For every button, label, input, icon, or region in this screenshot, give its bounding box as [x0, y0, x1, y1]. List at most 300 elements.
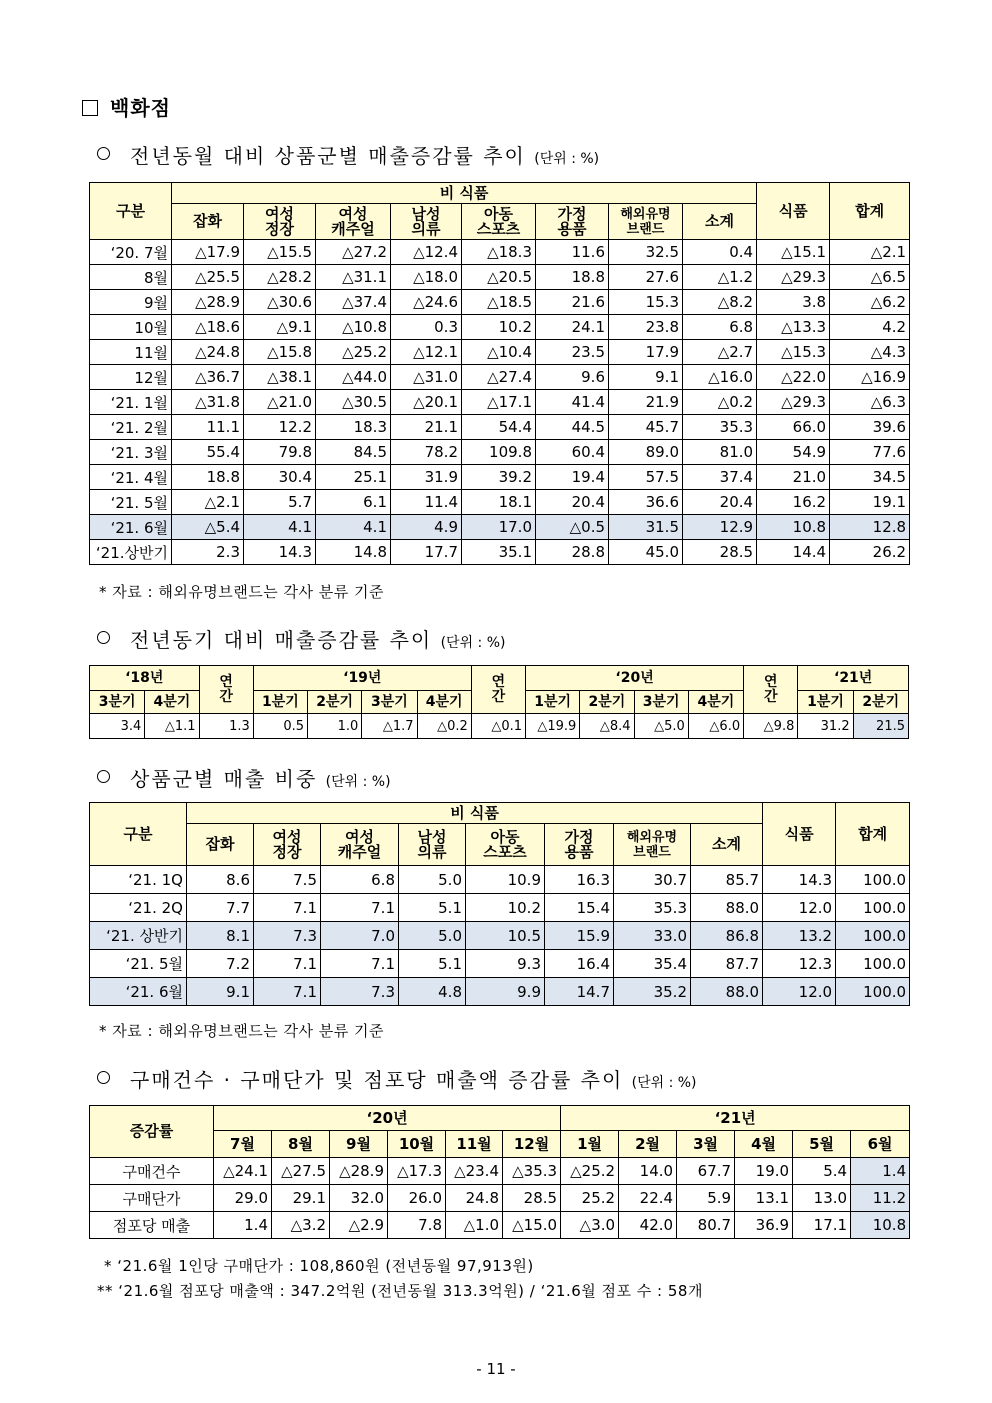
table-cell: 100.0 — [836, 866, 910, 894]
table-cell: △28.9 — [172, 290, 244, 315]
table-cell: 4.1 — [244, 515, 316, 540]
row-label: ‘21. 2월 — [90, 415, 172, 440]
table-cell: △18.6 — [172, 315, 244, 340]
table-cell: △28.9 — [330, 1158, 388, 1185]
table-cell: 4.8 — [399, 978, 466, 1006]
table-cell: 26.2 — [830, 540, 910, 565]
table-cell: 16.4 — [545, 950, 614, 978]
col-header: 구분 — [90, 803, 187, 866]
table-cell: △31.8 — [172, 390, 244, 415]
table-cell: 7.1 — [254, 950, 321, 978]
table-cell: △1.7 — [362, 714, 417, 739]
table-cell: 100.0 — [836, 978, 910, 1006]
table-cell: △15.8 — [244, 340, 316, 365]
header-row — [90, 1131, 910, 1158]
table-cell: 12.0 — [763, 978, 836, 1006]
month-header: 11월 — [446, 1131, 503, 1158]
quarter-header: 4분기 — [145, 691, 199, 714]
circle-bullet-icon — [97, 770, 110, 783]
row-label: 12월 — [90, 365, 172, 390]
table-cell: △17.3 — [388, 1158, 446, 1185]
table-cell: 79.8 — [244, 440, 316, 465]
table-cell: 11.2 — [851, 1185, 910, 1212]
table-cell: 100.0 — [836, 894, 910, 922]
table-cell: △38.1 — [244, 365, 316, 390]
table-cell: △25.2 — [316, 340, 391, 365]
table-cell: △29.3 — [757, 265, 830, 290]
table-cell: 4.2 — [830, 315, 910, 340]
table-cell: 18.3 — [316, 415, 391, 440]
table-cell: △24.8 — [172, 340, 244, 365]
square-bullet-icon — [82, 100, 98, 116]
table-cell: 10.8 — [757, 515, 830, 540]
year-header: ‘21년 — [798, 666, 909, 691]
table-cell: 7.1 — [321, 950, 399, 978]
table-cell: 13.2 — [763, 922, 836, 950]
table-cell: 21.1 — [391, 415, 462, 440]
table-cell: 3.8 — [757, 290, 830, 315]
table-cell: 86.8 — [691, 922, 763, 950]
table-cell: 66.0 — [757, 415, 830, 440]
table-cell: 35.2 — [614, 978, 691, 1006]
table-cell: 13.1 — [735, 1185, 793, 1212]
table-cell: 1.4 — [851, 1158, 910, 1185]
table-cell: 24.1 — [536, 315, 609, 340]
table-row — [90, 490, 910, 515]
year-header: ‘19년 — [253, 666, 471, 691]
table-cell: 6.8 — [683, 315, 757, 340]
table-cell: △8.4 — [580, 714, 634, 739]
table-cell: △22.0 — [757, 365, 830, 390]
col-header: 남성 의류 — [399, 824, 466, 866]
table-cell: △8.2 — [683, 290, 757, 315]
table-cell: 31.2 — [798, 714, 853, 739]
table-cell: 35.4 — [614, 950, 691, 978]
table-cell: 33.0 — [614, 922, 691, 950]
table-cell: 42.0 — [619, 1212, 677, 1239]
row-label: 9월 — [90, 290, 172, 315]
table-cell: △10.4 — [462, 340, 536, 365]
quarter-header: 4분기 — [688, 691, 743, 714]
table-cell: △1.1 — [145, 714, 199, 739]
table-row — [90, 1212, 910, 1239]
table-cell: 0.3 — [391, 315, 462, 340]
month-header: 4월 — [735, 1131, 793, 1158]
table-row — [90, 265, 910, 290]
table-cell: 28.5 — [683, 540, 757, 565]
table-cell: △18.0 — [391, 265, 462, 290]
table-cell: 16.2 — [757, 490, 830, 515]
table-cell: △16.0 — [683, 365, 757, 390]
table-cell: 35.1 — [462, 540, 536, 565]
table-cell: 4.9 — [391, 515, 462, 540]
table-cell: 34.5 — [830, 465, 910, 490]
table-cell: 22.4 — [619, 1185, 677, 1212]
table-cell: △27.2 — [316, 240, 391, 265]
row-label: ‘21.상반기 — [90, 540, 172, 565]
table-cell: 18.1 — [462, 490, 536, 515]
table-cell: △1.2 — [683, 265, 757, 290]
col-header: 합계 — [830, 183, 910, 240]
table-cell: 9.1 — [609, 365, 683, 390]
table-cell: 3.4 — [90, 714, 145, 739]
table-cell: 60.4 — [536, 440, 609, 465]
table-cell: △2.1 — [830, 240, 910, 265]
table-cell: 5.0 — [399, 922, 466, 950]
table-cell: 14.3 — [244, 540, 316, 565]
period-growth-table — [89, 665, 909, 739]
header-row — [90, 666, 909, 691]
col-header: 잡화 — [187, 824, 254, 866]
table-cell: 5.9 — [677, 1185, 735, 1212]
table-cell: △0.2 — [417, 714, 471, 739]
circle-bullet-icon — [97, 1071, 110, 1084]
table-cell: 39.6 — [830, 415, 910, 440]
year-header: ‘20년 — [526, 666, 744, 691]
table-cell: 7.1 — [254, 894, 321, 922]
row-label: ‘20. 7월 — [90, 240, 172, 265]
col-header: 소계 — [691, 824, 763, 866]
table-cell: 28.5 — [503, 1185, 561, 1212]
table-row — [90, 866, 910, 894]
table-cell: △2.9 — [330, 1212, 388, 1239]
table-cell: △0.1 — [471, 714, 525, 739]
table-cell: △16.9 — [830, 365, 910, 390]
table-row — [90, 1158, 910, 1185]
col-header: 여성 캐주얼 — [321, 824, 399, 866]
table-cell: 81.0 — [683, 440, 757, 465]
annual-header: 연 간 — [471, 666, 525, 714]
quarter-header: 1분기 — [798, 691, 853, 714]
table-row — [90, 540, 910, 565]
table-cell: △13.3 — [757, 315, 830, 340]
table-cell: 25.1 — [316, 465, 391, 490]
table-cell: 80.7 — [677, 1212, 735, 1239]
table-cell: 18.8 — [536, 265, 609, 290]
table-cell: 17.7 — [391, 540, 462, 565]
col-header: 가정 용품 — [545, 824, 614, 866]
table-row — [90, 315, 910, 340]
table-cell: △24.1 — [214, 1158, 272, 1185]
t4-note2: ** ‘21.6월 점포당 매출액 : 347.2억원 (전년동월 313.3억원) / ‘21.6월 점포 수 : 58개 — [97, 1282, 703, 1300]
table-cell: 14.8 — [316, 540, 391, 565]
table-cell: △2.7 — [683, 340, 757, 365]
table-cell: 31.9 — [391, 465, 462, 490]
table-cell: 0.4 — [683, 240, 757, 265]
col-header: 구분 — [90, 183, 172, 240]
table-cell: 8.6 — [187, 866, 254, 894]
col-header: 해외유명 브랜드 — [609, 204, 683, 240]
table-cell: 77.6 — [830, 440, 910, 465]
table-cell: 10.8 — [851, 1212, 910, 1239]
table-cell: △1.0 — [446, 1212, 503, 1239]
table-cell: 7.8 — [388, 1212, 446, 1239]
table-cell: 9.9 — [466, 978, 545, 1006]
table-cell: △24.6 — [391, 290, 462, 315]
month-header: 12월 — [503, 1131, 561, 1158]
row-header: 증감률 — [90, 1106, 214, 1158]
row-label: ‘21. 2Q — [90, 894, 187, 922]
table-cell: △35.3 — [503, 1158, 561, 1185]
table-cell: 8.1 — [187, 922, 254, 950]
table-cell: 7.1 — [321, 894, 399, 922]
table-cell: 39.2 — [462, 465, 536, 490]
annual-header: 연 간 — [744, 666, 798, 714]
table-cell: 19.4 — [536, 465, 609, 490]
row-label: 구매건수 — [90, 1158, 214, 1185]
row-label: ‘21. 상반기 — [90, 922, 187, 950]
table-cell: 30.4 — [244, 465, 316, 490]
col-header: 가정 용품 — [536, 204, 609, 240]
sales-share-table — [89, 802, 910, 1006]
col-header: 소계 — [683, 204, 757, 240]
table-row — [90, 978, 910, 1006]
quarter-header: 3분기 — [362, 691, 417, 714]
table-cell: 2.3 — [172, 540, 244, 565]
table-cell: 15.4 — [545, 894, 614, 922]
table-cell: 17.0 — [462, 515, 536, 540]
table-cell: 87.7 — [691, 950, 763, 978]
table-cell: △30.6 — [244, 290, 316, 315]
table-cell: △12.4 — [391, 240, 462, 265]
table-cell: △25.5 — [172, 265, 244, 290]
table-cell: 20.4 — [536, 490, 609, 515]
month-header: 2월 — [619, 1131, 677, 1158]
table-cell: 78.2 — [391, 440, 462, 465]
table-cell: 14.7 — [545, 978, 614, 1006]
table-cell: △2.1 — [172, 490, 244, 515]
table-cell: 20.4 — [683, 490, 757, 515]
table-cell: △18.5 — [462, 290, 536, 315]
quarter-header: 3분기 — [90, 691, 145, 714]
row-label: ‘21. 6월 — [90, 978, 187, 1006]
table-cell: 23.5 — [536, 340, 609, 365]
table-cell: 7.1 — [254, 978, 321, 1006]
table-cell: 45.0 — [609, 540, 683, 565]
header-row — [90, 1106, 910, 1131]
table-cell: △6.5 — [830, 265, 910, 290]
col-header: 합계 — [836, 803, 910, 866]
row-label: ‘21. 1Q — [90, 866, 187, 894]
row-label: 10월 — [90, 315, 172, 340]
table-cell: △20.5 — [462, 265, 536, 290]
table-cell: △28.2 — [244, 265, 316, 290]
table-cell: 21.6 — [536, 290, 609, 315]
col-header: 해외유명 브랜드 — [614, 824, 691, 866]
table-row — [90, 714, 909, 739]
product-growth-table — [89, 182, 910, 565]
table-cell: 55.4 — [172, 440, 244, 465]
table-row — [90, 922, 910, 950]
table-cell: 11.6 — [536, 240, 609, 265]
row-label: ‘21. 1월 — [90, 390, 172, 415]
col-group-header: 비 식품 — [172, 183, 757, 204]
table-cell: △17.9 — [172, 240, 244, 265]
table-cell: 1.3 — [199, 714, 253, 739]
table-cell: 45.7 — [609, 415, 683, 440]
col-header: 아동 스포츠 — [466, 824, 545, 866]
table-cell: 1.0 — [308, 714, 362, 739]
table-cell: 17.1 — [793, 1212, 851, 1239]
table-cell: 17.9 — [609, 340, 683, 365]
table-row — [90, 240, 910, 265]
table-cell: 9.1 — [187, 978, 254, 1006]
table-cell: 5.1 — [399, 894, 466, 922]
table-cell: 15.3 — [609, 290, 683, 315]
table-cell: 100.0 — [836, 922, 910, 950]
table-row — [90, 894, 910, 922]
t3-heading: 상품군별 매출 비중 (단위 : %) — [97, 763, 391, 792]
table-cell: 11.4 — [391, 490, 462, 515]
table-cell: 85.7 — [691, 866, 763, 894]
table-cell: 10.9 — [466, 866, 545, 894]
table-cell: 54.4 — [462, 415, 536, 440]
row-label: 점포당 매출 — [90, 1212, 214, 1239]
table-cell: 21.0 — [757, 465, 830, 490]
col-header: 여성 캐주얼 — [316, 204, 391, 240]
table-cell: 1.4 — [214, 1212, 272, 1239]
table-cell: 29.1 — [272, 1185, 330, 1212]
table-cell: 44.5 — [536, 415, 609, 440]
month-header: 10월 — [388, 1131, 446, 1158]
table-cell: △17.1 — [462, 390, 536, 415]
table-cell: △6.0 — [688, 714, 743, 739]
t1-heading: 전년동월 대비 상품군별 매출증감률 추이 (단위 : %) — [97, 140, 599, 169]
quarter-header: 4분기 — [417, 691, 471, 714]
table-cell: △6.2 — [830, 290, 910, 315]
table-cell: 11.1 — [172, 415, 244, 440]
table-cell: 36.9 — [735, 1212, 793, 1239]
row-label: 구매단가 — [90, 1185, 214, 1212]
table-cell: 28.8 — [536, 540, 609, 565]
table-cell: 84.5 — [316, 440, 391, 465]
col-header: 여성 정장 — [244, 204, 316, 240]
table-cell: △29.3 — [757, 390, 830, 415]
table-cell: 19.0 — [735, 1158, 793, 1185]
table-cell: △18.3 — [462, 240, 536, 265]
table-cell: 16.3 — [545, 866, 614, 894]
table-cell: △30.5 — [316, 390, 391, 415]
col-header: 식품 — [757, 183, 830, 240]
table-cell: 57.5 — [609, 465, 683, 490]
table-cell: △3.0 — [561, 1212, 619, 1239]
table-cell: △27.4 — [462, 365, 536, 390]
table-cell: 21.9 — [609, 390, 683, 415]
table-cell: △19.9 — [526, 714, 580, 739]
table-cell: 41.4 — [536, 390, 609, 415]
table-row — [90, 515, 910, 540]
table-cell: 89.0 — [609, 440, 683, 465]
table-cell: △10.8 — [316, 315, 391, 340]
table-cell: 30.7 — [614, 866, 691, 894]
table-cell: △15.0 — [503, 1212, 561, 1239]
table-cell: 31.5 — [609, 515, 683, 540]
col-header: 남성 의류 — [391, 204, 462, 240]
table-cell: 6.1 — [316, 490, 391, 515]
table-cell: 7.7 — [187, 894, 254, 922]
table-cell: △27.5 — [272, 1158, 330, 1185]
table-cell: 10.5 — [466, 922, 545, 950]
table-cell: 36.6 — [609, 490, 683, 515]
quarter-header: 2분기 — [308, 691, 362, 714]
table-cell: △25.2 — [561, 1158, 619, 1185]
year-header: ‘18년 — [90, 666, 200, 691]
quarter-header: 2분기 — [580, 691, 634, 714]
table-cell: 18.8 — [172, 465, 244, 490]
month-header: 1월 — [561, 1131, 619, 1158]
circle-bullet-icon — [97, 147, 110, 160]
table-cell: 7.2 — [187, 950, 254, 978]
table-cell: 12.0 — [763, 894, 836, 922]
table-cell: 21.5 — [853, 714, 908, 739]
table-cell: 25.2 — [561, 1185, 619, 1212]
table-cell: 19.1 — [830, 490, 910, 515]
table-cell: △5.4 — [172, 515, 244, 540]
table-cell: △15.3 — [757, 340, 830, 365]
t2-heading: 전년동기 대비 매출증감률 추이 (단위 : %) — [97, 624, 506, 653]
month-header: 8월 — [272, 1131, 330, 1158]
table-cell: 15.9 — [545, 922, 614, 950]
table-cell: 5.0 — [399, 866, 466, 894]
table-cell: 54.9 — [757, 440, 830, 465]
table-cell: 100.0 — [836, 950, 910, 978]
table-row — [90, 1185, 910, 1212]
table-cell: 26.0 — [388, 1185, 446, 1212]
section-title: 백화점 — [82, 92, 171, 121]
table-cell: △37.4 — [316, 290, 391, 315]
table-cell: 6.8 — [321, 866, 399, 894]
table-cell: △31.1 — [316, 265, 391, 290]
table-cell: △15.1 — [757, 240, 830, 265]
table-cell: △6.3 — [830, 390, 910, 415]
row-label: ‘21. 5월 — [90, 490, 172, 515]
col-header: 아동 스포츠 — [462, 204, 536, 240]
row-label: 8월 — [90, 265, 172, 290]
table-cell: 5.4 — [793, 1158, 851, 1185]
table-cell: 32.0 — [330, 1185, 388, 1212]
table-row — [90, 465, 910, 490]
table-row — [90, 290, 910, 315]
row-label: 11월 — [90, 340, 172, 365]
table-cell: 88.0 — [691, 894, 763, 922]
circle-bullet-icon — [97, 631, 110, 644]
quarter-header: 1분기 — [253, 691, 307, 714]
table-cell: 14.0 — [619, 1158, 677, 1185]
table-cell: 14.3 — [763, 866, 836, 894]
table-cell: 7.3 — [254, 922, 321, 950]
month-header: 9월 — [330, 1131, 388, 1158]
table-cell: 10.2 — [466, 894, 545, 922]
table-cell: 35.3 — [683, 415, 757, 440]
table-row — [90, 390, 910, 415]
table-cell: 9.6 — [536, 365, 609, 390]
month-header: 5월 — [793, 1131, 851, 1158]
table-cell: △15.5 — [244, 240, 316, 265]
purchase-growth-table — [89, 1105, 910, 1239]
table-cell: △31.0 — [391, 365, 462, 390]
table-cell: 5.7 — [244, 490, 316, 515]
col-header: 잡화 — [172, 204, 244, 240]
table-cell: △4.3 — [830, 340, 910, 365]
table-cell: △20.1 — [391, 390, 462, 415]
table-cell: 7.5 — [254, 866, 321, 894]
table-cell: △9.1 — [244, 315, 316, 340]
t1-note: * 자료 : 해외유명브랜드는 각사 분류 기준 — [99, 583, 385, 601]
row-label: ‘21. 6월 — [90, 515, 172, 540]
table-cell: △44.0 — [316, 365, 391, 390]
table-cell: 10.2 — [462, 315, 536, 340]
table-cell: 0.5 — [253, 714, 307, 739]
